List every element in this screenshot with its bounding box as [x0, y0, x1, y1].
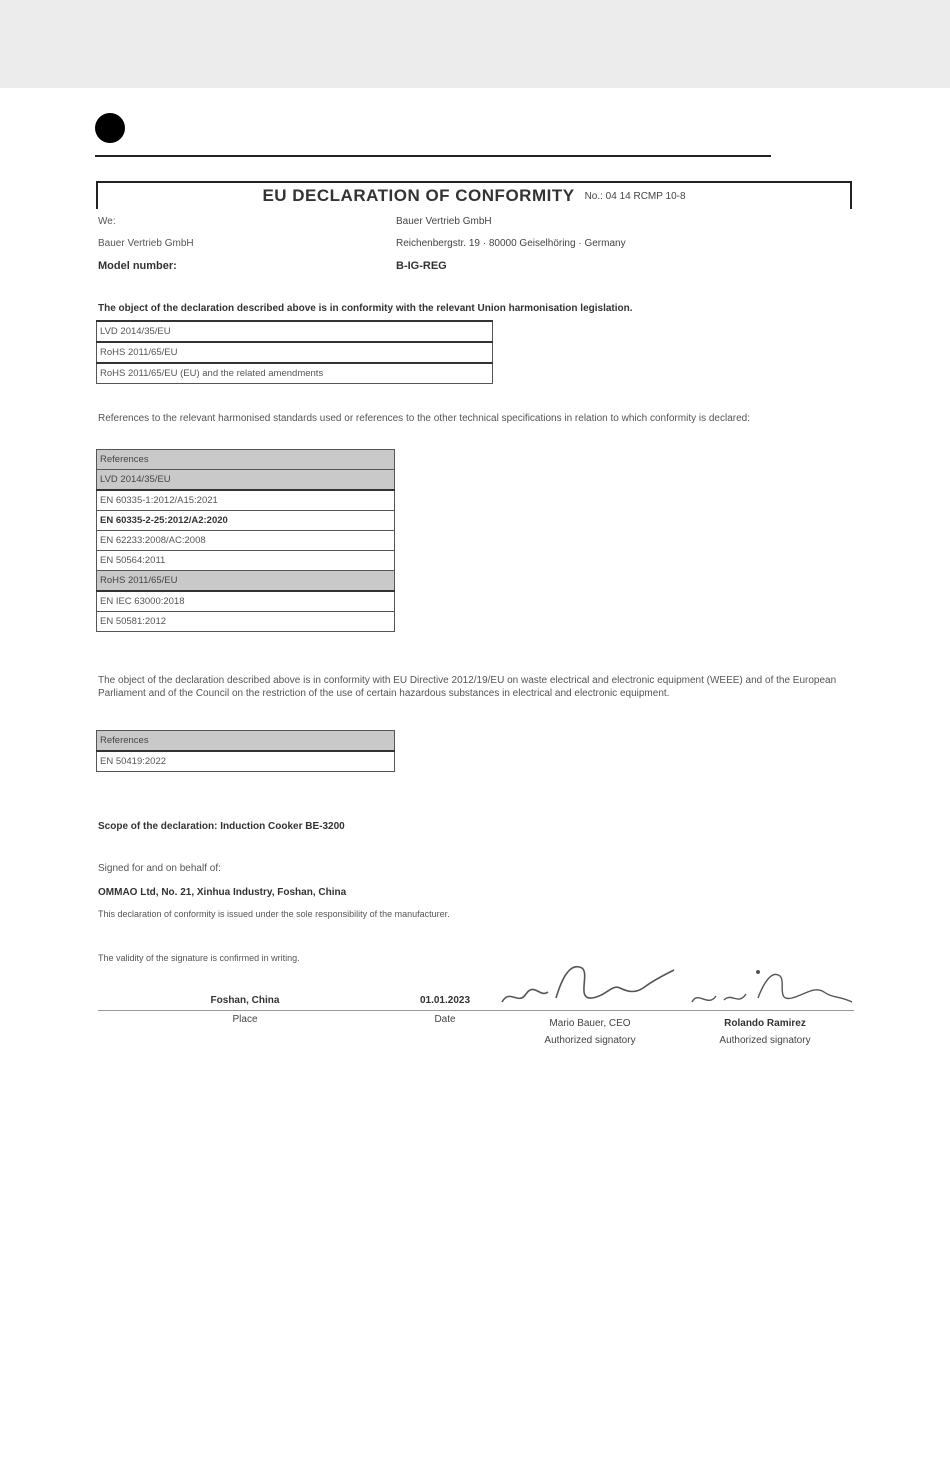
- table-row: EN IEC 63000:2018: [97, 591, 395, 612]
- signature-place: Foshan, China Place: [210, 995, 280, 1025]
- declaration-title: EU DECLARATION OF CONFORMITY: [262, 186, 575, 205]
- table-row: EN 50419:2022: [97, 751, 395, 772]
- info-row: [98, 260, 447, 272]
- scope-statement: Scope of the declaration: Induction Cooker BE-3200: [98, 821, 345, 832]
- info-value: Bauer Vertrieb GmbH: [396, 216, 492, 227]
- signature-2-icon: [688, 962, 858, 1014]
- table-row: References: [97, 450, 395, 470]
- signed-label: Signed for and on behalf of:: [98, 863, 221, 874]
- bullet-icon: [95, 113, 125, 143]
- top-bar: [0, 0, 950, 88]
- header-rule: [95, 155, 771, 157]
- table-row: EN 50564:2011: [97, 551, 395, 571]
- info-row: [98, 238, 626, 249]
- section2-intro: References to the relevant harmonised standards used or references to the other technical specifications in relation to which conformity is declared:: [98, 413, 751, 424]
- signature-person-1: Mario Bauer, CEO Authorized signatory: [544, 1018, 636, 1046]
- section3-table: [96, 730, 395, 772]
- declaration-title-box: [96, 181, 852, 209]
- info-value: Reichenbergstr. 19 · 80000 Geiselhöring · Germany: [396, 238, 626, 249]
- signature-1-icon: [496, 958, 686, 1014]
- signed-note: This declaration of conformity is issued under the sole responsibility of the manufacturer.: [98, 909, 450, 919]
- table-row: LVD 2014/35/EU: [97, 321, 493, 342]
- section2-table: [96, 449, 395, 632]
- section1-intro: The object of the declaration described above is in conformity with the relevant Union harmonisation legislation.: [98, 303, 633, 314]
- date-note: The validity of the signature is confirmed in writing.: [98, 953, 300, 963]
- table-row: References: [97, 731, 395, 752]
- info-value: B-IG-REG: [396, 260, 447, 272]
- table-row: RoHS 2011/65/EU: [97, 571, 395, 592]
- table-row: EN 50581:2012: [97, 612, 395, 632]
- table-row: LVD 2014/35/EU: [97, 470, 395, 491]
- info-row: [98, 216, 492, 227]
- info-key: We:: [98, 216, 116, 227]
- table-row: RoHS 2011/65/EU (EU) and the related amendments: [97, 363, 493, 384]
- table-row: EN 62233:2008/AC:2008: [97, 531, 395, 551]
- table-row: EN 60335-2-25:2012/A2:2020: [97, 511, 395, 531]
- declaration-number: No.: 04 14 RCMP 10-8: [584, 190, 686, 202]
- section3-intro: The object of the declaration described above is in conformity with EU Directive 2012/19/EU on waste electrical and electronic equipment (WEEE) and of the European Parliament and of the Council on the restriction of the use of certain hazardous substances in electrical and electronic equipment.: [98, 675, 837, 699]
- signature-person-2: Rolando Ramirez Authorized signatory: [719, 1018, 811, 1046]
- info-key: Model number:: [98, 260, 177, 272]
- section1-table: [96, 320, 493, 384]
- table-row: RoHS 2011/65/EU: [97, 342, 493, 363]
- signed-company: OMMAO Ltd, No. 21, Xinhua Industry, Foshan, China: [98, 887, 347, 898]
- table-row: EN 60335-1:2012/A15:2021: [97, 490, 395, 511]
- info-key: Bauer Vertrieb GmbH: [98, 238, 194, 249]
- signature-date: 01.01.2023 Date: [419, 995, 471, 1025]
